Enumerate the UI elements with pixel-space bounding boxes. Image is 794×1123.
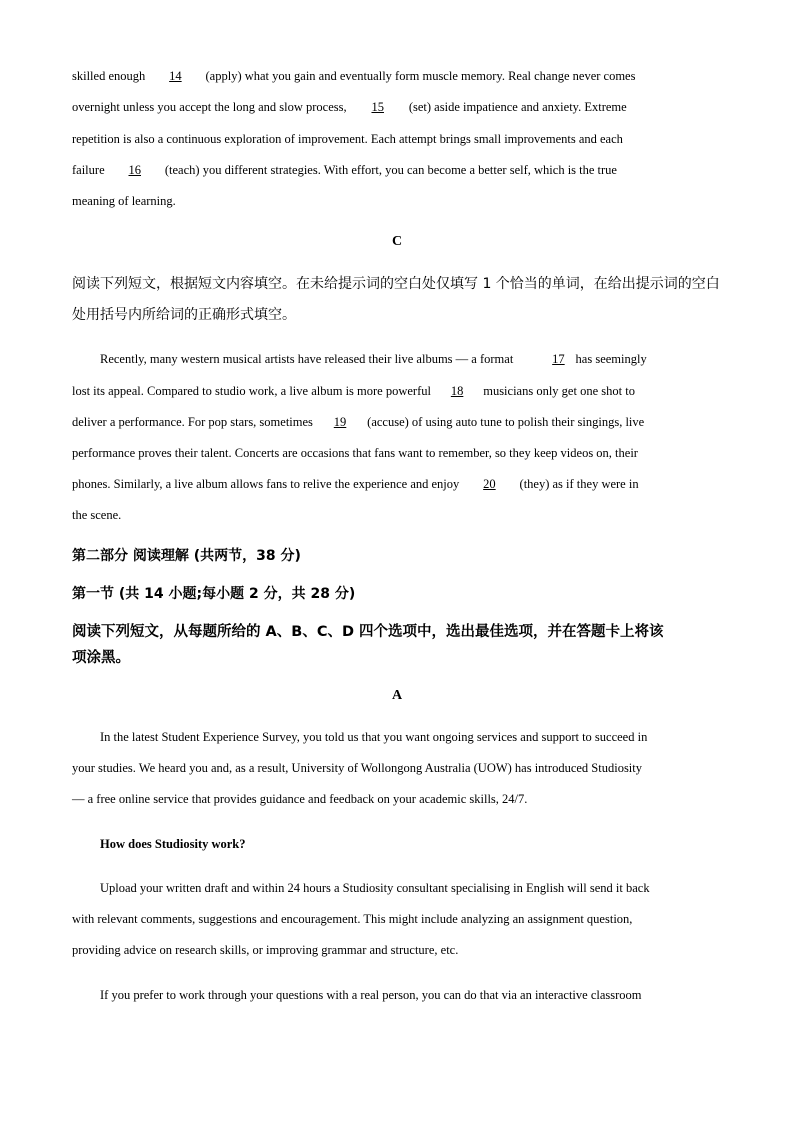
passage-c-line-6: the scene. [72, 508, 122, 522]
blank-20: 20 [483, 477, 496, 491]
section-c-letter: C [391, 234, 403, 249]
passage-a-p1-line-3: — a free online service that provides guidance and feedback on your academic skills, 24/7. [72, 792, 528, 806]
part-2-heading: 第二部分 阅读理解 (共两节，38 分) [72, 548, 301, 564]
passage-b-line-2: overnight unless you accept the long and slow process, 15 (set) aside impatience and anxiety. Extreme [72, 92, 722, 123]
passage-b-line-5: meaning of learning. [72, 194, 176, 208]
section-c-instruction-1: 阅读下列短文，根据短文内容填空。在未给提示词的空白处仅填写 1 个恰当的单词，在给出提示词的空白 [72, 276, 720, 292]
blank-19: 19 [333, 415, 347, 429]
blank-14: 14 [169, 69, 182, 83]
passage-a-p2-line-3: providing advice on research skills, or improving grammar and structure, etc. [72, 943, 459, 957]
blank-16: 16 [128, 163, 141, 177]
passage-b-line-1: skilled enough 14 (apply) what you gain and eventually form muscle memory. Real change never comes [72, 61, 722, 92]
passage-a-p1-line-2: your studies. We heard you and, as a result, University of Wollongong Australia (UOW) has introduced Studiosity [72, 761, 643, 775]
blank-15: 15 [371, 100, 384, 114]
passage-a-p1-line-1: In the latest Student Experience Survey, you told us that you want ongoing services and support to succeed in [100, 730, 648, 744]
passage-c-line-2: lost its appeal. Compared to studio work, a live album is more powerful 18 musicians only get one shot to [72, 376, 722, 407]
passage-c-line-3: deliver a performance. For pop stars, sometimes 19 (accuse) of using auto tune to polish their singings, live [72, 407, 722, 438]
part-2-instruction-1: 阅读下列短文，从每题所给的 A、B、C、D 四个选项中，选出最佳选项，并在答题卡上将该 [72, 624, 664, 640]
passage-c-line-4: performance proves their talent. Concerts are occasions that fans want to remember, so they keep videos on, their [72, 446, 638, 460]
passage-a-p2-line-2: with relevant comments, suggestions and encouragement. This might include analyzing an assignment question, [72, 912, 633, 926]
passage-c-line-1: Recently, many western musical artists have released their live albums — a format 17 has seemingly [72, 344, 722, 375]
passage-a-p3-line-1: If you prefer to work through your questions with a real person, you can do that via an interactive classroom [100, 988, 642, 1002]
section-c-instruction-2: 处用括号内所给词的正确形式填空。 [72, 307, 296, 323]
blank-17: 17 [552, 352, 565, 366]
passage-c-line-5: phones. Similarly, a live album allows fans to relive the experience and enjoy 20 (they) as if they were in [72, 469, 722, 500]
passage-a-letter: A [391, 688, 403, 703]
passage-a-p2-line-1: Upload your written draft and within 24 hours a Studiosity consultant specialising in English will send it back [100, 881, 650, 895]
blank-18: 18 [450, 384, 464, 398]
passage-b-line-4: failure 16 (teach) you different strategies. With effort, you can become a better self, which is the true [72, 155, 722, 186]
part-2-section-1: 第一节 (共 14 小题;每小题 2 分，共 28 分) [72, 586, 356, 602]
passage-b-line-3: repetition is also a continuous exploration of improvement. Each attempt brings small improvements and each [72, 132, 623, 146]
part-2-instruction-2: 项涂黑。 [72, 650, 130, 666]
passage-a-subheading: How does Studiosity work? [100, 837, 246, 851]
